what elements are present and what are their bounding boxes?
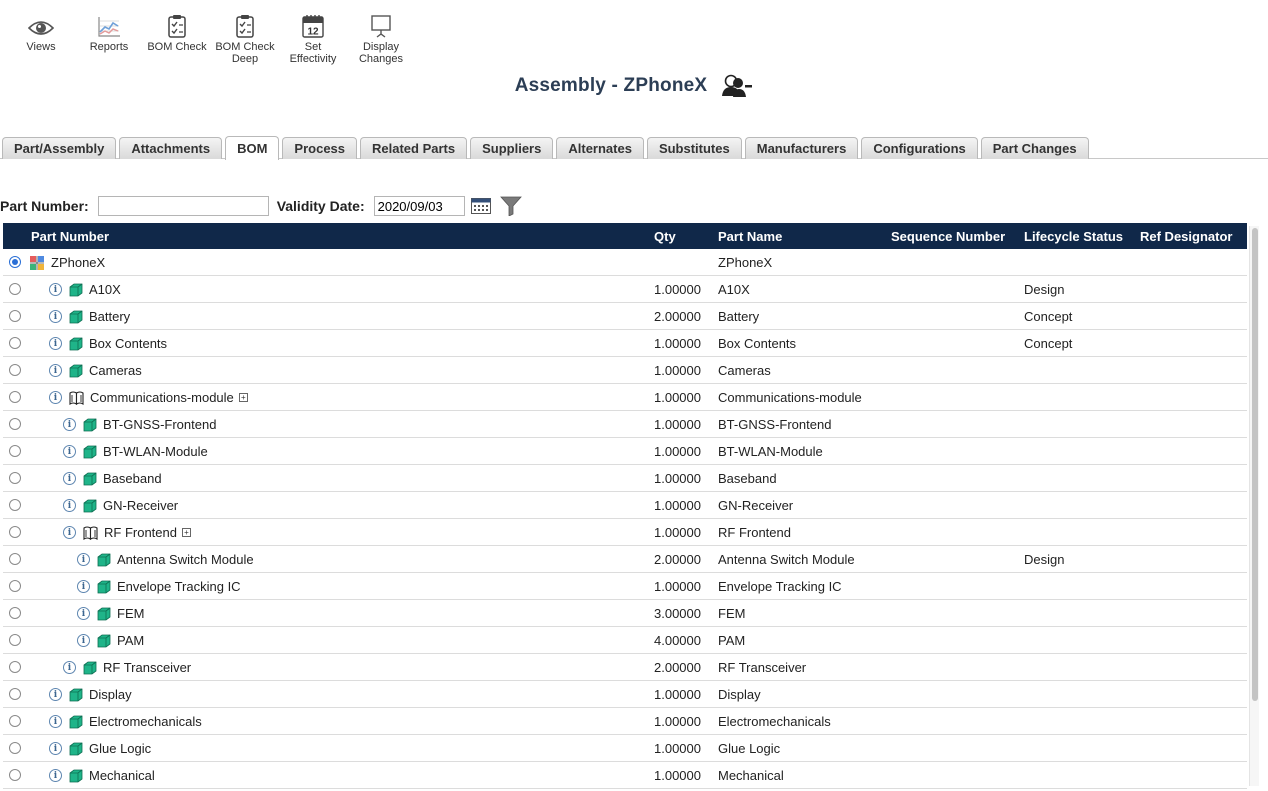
assembly-root-icon xyxy=(29,255,45,271)
part-cube-icon xyxy=(83,661,97,675)
part-name-cell: A10X xyxy=(718,282,750,297)
qty-cell: 1.00000 xyxy=(654,741,701,756)
clipboard-check-icon xyxy=(236,8,254,38)
qty-cell: 1.00000 xyxy=(654,768,701,783)
part-number-link[interactable]: FEM xyxy=(117,606,145,621)
table-row[interactable] xyxy=(3,681,1247,708)
info-icon[interactable]: i xyxy=(77,580,90,593)
part-name-cell: PAM xyxy=(718,633,746,648)
table-row[interactable] xyxy=(3,276,1247,303)
bom-grid xyxy=(3,223,1247,789)
part-number-link[interactable]: Display xyxy=(89,687,132,702)
part-number-cell xyxy=(77,546,254,573)
part-cube-icon xyxy=(69,337,83,351)
part-number-link[interactable]: Box Contents xyxy=(89,336,168,351)
part-name-cell: FEM xyxy=(718,606,746,621)
row-select-radio[interactable] xyxy=(9,364,21,376)
part-cube-icon xyxy=(83,472,97,486)
row-select-radio[interactable] xyxy=(9,310,21,322)
row-select-radio[interactable] xyxy=(9,391,21,403)
part-cube-icon xyxy=(83,499,97,513)
part-cube-icon xyxy=(97,553,111,567)
bom-check-deep-label: BOM Check Deep xyxy=(215,41,275,65)
qty-cell: 1.00000 xyxy=(654,282,701,297)
part-number-link[interactable]: Battery xyxy=(89,309,131,324)
table-row[interactable] xyxy=(3,303,1247,330)
column-header-sequence-number[interactable]: Sequence Number xyxy=(891,229,1006,244)
part-cube-icon xyxy=(97,607,111,621)
part-cube-icon xyxy=(83,445,97,459)
part-cube-icon xyxy=(69,310,83,324)
qty-cell: 1.00000 xyxy=(654,363,701,378)
bom-check-button[interactable] xyxy=(143,8,211,65)
qty-cell: 2.00000 xyxy=(654,552,701,567)
part-name-cell: Glue Logic xyxy=(718,741,781,756)
table-row[interactable] xyxy=(3,411,1247,438)
set-effectivity-button[interactable] xyxy=(279,8,347,65)
part-number-label: Part Number: xyxy=(0,198,89,214)
qty-cell: 4.00000 xyxy=(654,633,701,648)
part-number-cell xyxy=(49,303,130,330)
info-icon[interactable]: i xyxy=(63,445,76,458)
lifecycle-status-cell: Concept xyxy=(1024,309,1073,324)
part-number-link[interactable]: Communications-module xyxy=(90,390,234,405)
part-number-cell xyxy=(63,438,208,465)
lifecycle-status-cell: Design xyxy=(1024,552,1065,567)
scrollbar-thumb[interactable] xyxy=(1252,228,1258,701)
table-row[interactable] xyxy=(3,546,1247,573)
info-icon[interactable]: i xyxy=(49,283,62,296)
part-number-link[interactable]: Mechanical xyxy=(89,768,155,783)
part-number-link[interactable]: Electromechanicals xyxy=(89,714,202,729)
vertical-scrollbar[interactable] xyxy=(1249,226,1259,786)
row-select-radio[interactable] xyxy=(9,553,21,565)
info-icon[interactable]: i xyxy=(77,553,90,566)
row-select-radio[interactable] xyxy=(9,445,21,457)
part-number-cell xyxy=(63,465,162,492)
clipboard-check-icon xyxy=(168,8,186,38)
qty-cell: 2.00000 xyxy=(654,660,701,675)
user-role-icon[interactable] xyxy=(721,74,753,98)
part-number-cell xyxy=(77,600,144,627)
part-name-cell: BT-WLAN-Module xyxy=(718,444,823,459)
part-name-cell: GN-Receiver xyxy=(718,498,794,513)
row-select-radio[interactable] xyxy=(9,742,21,754)
info-icon[interactable]: i xyxy=(49,364,62,377)
part-number-link[interactable]: PAM xyxy=(117,633,145,648)
column-header-ref-designator[interactable]: Ref Designator xyxy=(1140,229,1233,244)
info-icon[interactable]: i xyxy=(49,310,62,323)
page-title: Assembly - ZPhoneX xyxy=(514,75,708,96)
validity-date-label: Validity Date: xyxy=(276,198,365,214)
part-name-cell: ZPhoneX xyxy=(718,255,773,270)
info-icon[interactable]: i xyxy=(49,769,62,782)
part-number-input[interactable] xyxy=(98,196,269,216)
info-icon[interactable]: i xyxy=(49,742,62,755)
row-select-radio[interactable] xyxy=(9,256,21,268)
qty-cell: 1.00000 xyxy=(654,687,701,702)
part-cube-icon xyxy=(97,580,111,594)
info-icon[interactable]: i xyxy=(49,337,62,350)
expand-toggle-icon[interactable]: + xyxy=(239,393,248,402)
qty-cell: 3.00000 xyxy=(654,606,701,621)
table-row[interactable] xyxy=(3,492,1247,519)
part-name-cell: Cameras xyxy=(718,363,771,378)
reports-button[interactable] xyxy=(75,8,143,65)
part-number-cell xyxy=(49,762,155,789)
qty-cell: 1.00000 xyxy=(654,714,701,729)
part-number-link[interactable]: Baseband xyxy=(103,471,162,486)
part-name-cell: Baseband xyxy=(718,471,777,486)
part-number-link[interactable]: Antenna Switch Module xyxy=(117,552,254,567)
tab-bar xyxy=(0,136,1268,159)
table-row[interactable] xyxy=(3,600,1247,627)
row-select-radio[interactable] xyxy=(9,526,21,538)
column-header-part-name[interactable]: Part Name xyxy=(718,229,783,244)
qty-cell: 1.00000 xyxy=(654,471,701,486)
part-number-cell xyxy=(63,411,216,438)
subassembly-book-icon xyxy=(69,391,84,405)
calendar-picker-icon[interactable] xyxy=(471,198,491,214)
part-number-cell xyxy=(77,573,241,600)
part-cube-icon xyxy=(83,418,97,432)
row-select-radio[interactable] xyxy=(9,715,21,727)
row-select-radio[interactable] xyxy=(9,580,21,592)
qty-cell: 2.00000 xyxy=(654,309,701,324)
info-icon[interactable]: i xyxy=(63,526,76,539)
display-changes-button[interactable] xyxy=(347,8,415,65)
column-header-qty[interactable]: Qty xyxy=(654,229,676,244)
info-icon[interactable]: i xyxy=(63,418,76,431)
calendar-icon xyxy=(302,8,324,38)
part-number-link[interactable]: BT-WLAN-Module xyxy=(103,444,208,459)
toolbar xyxy=(7,8,415,65)
grid-header xyxy=(3,223,1247,249)
table-row[interactable] xyxy=(3,654,1247,681)
part-name-cell: Battery xyxy=(718,309,760,324)
bom-check-label: BOM Check xyxy=(147,41,207,53)
part-cube-icon xyxy=(69,364,83,378)
row-select-radio[interactable] xyxy=(9,769,21,781)
part-name-cell: RF Frontend xyxy=(718,525,791,540)
set-effectivity-label: Set Effectivity xyxy=(289,41,337,65)
calendar-day: 12 xyxy=(307,26,319,38)
qty-cell: 1.00000 xyxy=(654,336,701,351)
grid-body xyxy=(3,249,1247,789)
table-row[interactable] xyxy=(3,249,1247,276)
info-icon[interactable]: i xyxy=(49,688,62,701)
info-icon[interactable]: i xyxy=(63,661,76,674)
info-icon[interactable]: i xyxy=(77,634,90,647)
part-cube-icon xyxy=(97,634,111,648)
part-number-link[interactable]: RF Frontend xyxy=(104,525,177,540)
part-number-cell xyxy=(63,519,191,546)
presentation-icon xyxy=(370,8,392,38)
qty-cell: 1.00000 xyxy=(654,390,701,405)
part-name-cell: Box Contents xyxy=(718,336,797,351)
table-row[interactable] xyxy=(3,708,1247,735)
eye-icon xyxy=(28,8,54,38)
part-name-cell: Communications-module xyxy=(718,390,862,405)
part-number-link[interactable]: Cameras xyxy=(89,363,142,378)
part-cube-icon xyxy=(69,742,83,756)
tab-suppliers[interactable]: Suppliers xyxy=(470,137,553,159)
part-number-cell xyxy=(29,249,105,276)
part-cube-icon xyxy=(69,688,83,702)
part-number-cell xyxy=(49,384,248,411)
table-row[interactable] xyxy=(3,627,1247,654)
table-row[interactable] xyxy=(3,438,1247,465)
part-cube-icon xyxy=(69,769,83,783)
part-number-cell xyxy=(49,681,132,708)
part-number-cell xyxy=(49,276,121,303)
table-row[interactable] xyxy=(3,762,1247,789)
part-cube-icon xyxy=(69,715,83,729)
table-row[interactable] xyxy=(3,384,1247,411)
part-number-link[interactable]: GN-Receiver xyxy=(103,498,179,513)
part-name-cell: Envelope Tracking IC xyxy=(718,579,842,594)
part-number-link[interactable]: RF Transceiver xyxy=(103,660,192,675)
table-row[interactable] xyxy=(3,573,1247,600)
info-icon[interactable]: i xyxy=(49,391,62,404)
filter-funnel-icon[interactable] xyxy=(500,196,522,216)
bom-check-deep-button[interactable] xyxy=(211,8,279,65)
tab-related-parts[interactable]: Related Parts xyxy=(360,137,467,159)
table-row[interactable] xyxy=(3,735,1247,762)
tab-process[interactable]: Process xyxy=(282,137,357,159)
part-number-cell xyxy=(49,708,202,735)
info-icon[interactable]: i xyxy=(77,607,90,620)
tab-part-assembly[interactable]: Part/Assembly xyxy=(2,137,116,159)
tab-bom[interactable]: BOM xyxy=(225,136,279,160)
lifecycle-status-cell: Concept xyxy=(1024,336,1073,351)
tab-part-changes[interactable]: Part Changes xyxy=(981,137,1089,159)
qty-cell: 1.00000 xyxy=(654,444,701,459)
views-button[interactable] xyxy=(7,8,75,65)
line-chart-icon xyxy=(97,8,121,38)
row-select-radio[interactable] xyxy=(9,472,21,484)
part-name-cell: BT-GNSS-Frontend xyxy=(718,417,832,432)
info-icon[interactable]: i xyxy=(63,499,76,512)
part-name-cell: RF Transceiver xyxy=(718,660,807,675)
part-cube-icon xyxy=(69,283,83,297)
column-header-part-number[interactable]: Part Number xyxy=(31,229,110,244)
qty-cell: 1.00000 xyxy=(654,525,701,540)
part-number-link[interactable]: BT-GNSS-Frontend xyxy=(103,417,217,432)
validity-date-input[interactable] xyxy=(374,196,465,216)
views-label: Views xyxy=(26,41,56,53)
display-changes-label: Display Changes xyxy=(358,41,404,65)
part-name-cell: Display xyxy=(718,687,761,702)
row-select-radio[interactable] xyxy=(9,607,21,619)
part-number-cell xyxy=(49,330,167,357)
table-row[interactable] xyxy=(3,519,1247,546)
row-select-radio[interactable] xyxy=(9,499,21,511)
table-row[interactable] xyxy=(3,357,1247,384)
tab-manufacturers[interactable]: Manufacturers xyxy=(745,137,859,159)
row-select-radio[interactable] xyxy=(9,661,21,673)
part-name-cell: Antenna Switch Module xyxy=(718,552,855,567)
info-icon[interactable]: i xyxy=(63,472,76,485)
reports-label: Reports xyxy=(89,41,129,53)
tab-attachments[interactable]: Attachments xyxy=(119,137,222,159)
qty-cell: 1.00000 xyxy=(654,417,701,432)
tab-substitutes[interactable]: Substitutes xyxy=(647,137,742,159)
lifecycle-status-cell: Design xyxy=(1024,282,1065,297)
tab-alternates[interactable]: Alternates xyxy=(556,137,644,159)
tab-configurations[interactable]: Configurations xyxy=(861,137,977,159)
filter-bar xyxy=(0,196,522,216)
expand-toggle-icon[interactable]: + xyxy=(182,528,191,537)
part-number-link[interactable]: A10X xyxy=(89,282,121,297)
table-row[interactable] xyxy=(3,330,1247,357)
subassembly-book-icon xyxy=(83,526,98,540)
page-header xyxy=(0,74,1268,98)
row-select-radio[interactable] xyxy=(9,688,21,700)
part-number-cell xyxy=(63,492,178,519)
part-number-link[interactable]: ZPhoneX xyxy=(51,255,106,270)
part-number-cell xyxy=(49,735,151,762)
row-select-radio[interactable] xyxy=(9,283,21,295)
qty-cell: 1.00000 xyxy=(654,498,701,513)
row-select-radio[interactable] xyxy=(9,634,21,646)
qty-cell: 1.00000 xyxy=(654,579,701,594)
part-number-link[interactable]: Glue Logic xyxy=(89,741,152,756)
info-icon[interactable]: i xyxy=(49,715,62,728)
row-select-radio[interactable] xyxy=(9,337,21,349)
part-number-cell xyxy=(77,627,144,654)
part-number-link[interactable]: Envelope Tracking IC xyxy=(117,579,241,594)
part-number-cell xyxy=(49,357,142,384)
part-number-cell xyxy=(63,654,191,681)
part-name-cell: Mechanical xyxy=(718,768,784,783)
column-header-lifecycle-status[interactable]: Lifecycle Status xyxy=(1024,229,1123,244)
row-select-radio[interactable] xyxy=(9,418,21,430)
part-name-cell: Electromechanicals xyxy=(718,714,831,729)
table-row[interactable] xyxy=(3,465,1247,492)
